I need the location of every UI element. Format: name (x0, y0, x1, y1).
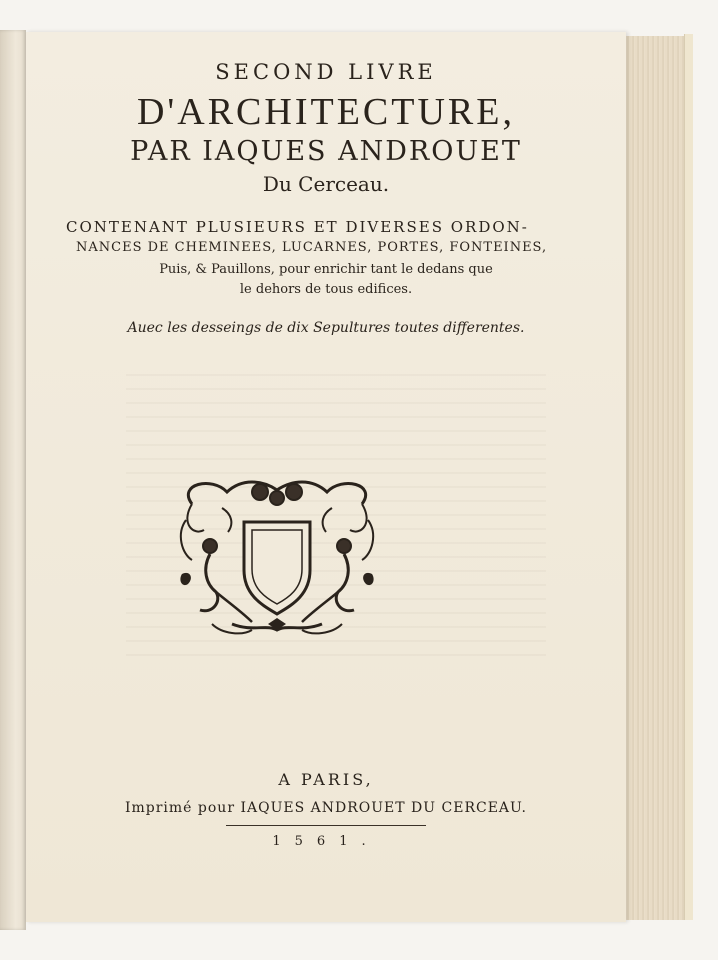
subtitle-line-2: NANCES DE CHEMINEES, LUCARNES, PORTES, FONTEINES, (76, 240, 548, 255)
left-page-edge (0, 30, 26, 930)
imprint-year: 1561. (272, 834, 380, 849)
imprint-rule (226, 825, 426, 826)
title-page (26, 32, 626, 922)
imprint-printer: Imprimé pour IAQUES ANDROUET DU CERCEAU. (124, 800, 528, 816)
italic-note: Auec les desseings de dix Sepultures toutes differentes. (127, 320, 525, 336)
subtitle-line-1: CONTENANT PLUSIEURS ET DIVERSES ORDON- (66, 218, 529, 236)
title-line-author-surname: Du Cerceau. (262, 172, 390, 196)
printer-mark-icon (172, 474, 382, 636)
title-line-architecture: D'ARCHITECTURE, (136, 91, 515, 133)
imprint-place: A PARIS, (278, 770, 374, 789)
subtitle-line-3: Puis, & Pauillons, pour enrichir tant le dedans que (159, 262, 493, 277)
subtitle-line-4: le dehors de tous edifices. (239, 282, 413, 297)
cover-edge (684, 34, 693, 920)
title-line-author: PAR IAQUES ANDROUET (130, 136, 522, 167)
title-line-second-livre: SECOND LIVRE (215, 60, 437, 84)
